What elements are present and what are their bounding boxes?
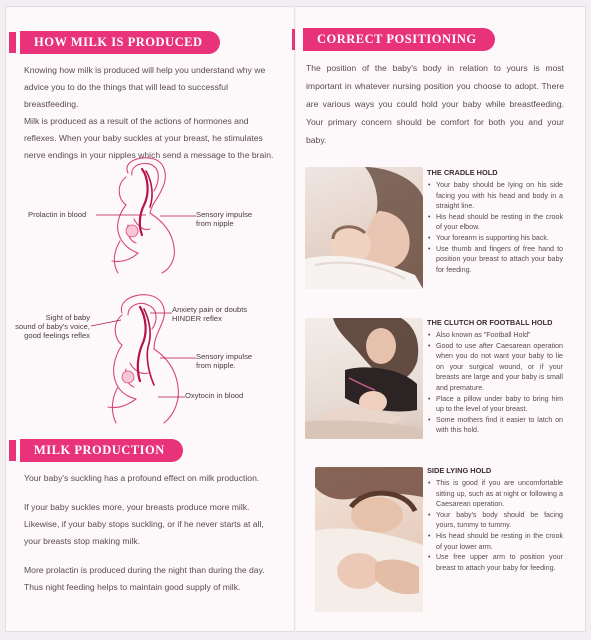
sensory-leader-line: [160, 213, 196, 219]
sight-line-2: sound of baby's voice,: [15, 321, 90, 331]
sensory-line-1: Sensory impulse: [196, 210, 253, 219]
prolactin-label: Prolactin in blood: [28, 210, 87, 219]
anxiety-line-2: HINDER reflex: [172, 313, 222, 323]
list-item: • This is good if you are uncomfortable sitting up, such as at night or following a Caesarean operation.: [427, 478, 563, 510]
header-bar: [9, 32, 16, 53]
sensory-line-2: from nipple: [196, 218, 234, 228]
section-header-milk-produced: [9, 31, 220, 54]
oxytocin-leader-line: [158, 394, 185, 400]
cradle-hold-list: [427, 180, 563, 275]
sensory-2-leader-line: [160, 355, 196, 361]
sensory-2-label: [196, 353, 252, 371]
football-hold-info: [427, 318, 563, 436]
intro-paragraph: Knowing how milk is produced will help you understand why we advice you to do the things that will lead to successful breastfeeding.: [24, 65, 266, 109]
list-item: • Your baby's body should be facing yours, tummy to tummy.: [427, 510, 563, 531]
sight-label: [8, 314, 90, 340]
sensory-2-line-1: Sensory impulse: [196, 352, 253, 361]
sight-line-1: Sight of baby: [45, 313, 90, 322]
side-lying-hold-info: [427, 466, 563, 573]
sight-leader-line: [91, 318, 121, 330]
list-item: • Also known as "Football Hold": [427, 330, 563, 341]
football-hold-list: [427, 330, 563, 436]
section-title: MILK PRODUCTION: [20, 439, 183, 462]
sight-line-3: good feelings reflex: [24, 330, 90, 340]
positioning-intro: The position of the baby's body in relation to yours is most important in whatever nursing position you choose to adopt. There are various ways you could hold your baby while breastfeeding. Your primary concern should be comfort for both you and your baby.: [306, 63, 564, 145]
list-item: • Your baby should be lying on his side facing you with his head and body in a straight line.: [427, 180, 563, 212]
sensory-2-line-2: from nipple.: [196, 360, 236, 370]
list-item: • Use free upper arm to position your breast to attach your baby for feeding.: [427, 552, 563, 573]
side-lying-hold-list: [427, 478, 563, 573]
list-item: • Use thumb and fingers of free hand to position your breast to attach your baby for feeding.: [427, 244, 563, 276]
sensory-label: [196, 211, 252, 229]
milk-production-text: [24, 470, 274, 596]
section-header-milk-production: [9, 439, 183, 462]
list-item: • His head should be resting in the crook of your elbow.: [427, 212, 563, 233]
supply-paragraph: If your baby suckles more, your breasts produce more milk. Likewise, if your baby stops suckling, or if he never starts at all, your breasts stop making milk.: [24, 502, 264, 546]
cradle-hold-info: [427, 168, 563, 275]
section-title: HOW MILK IS PRODUCED: [20, 31, 220, 54]
side-lying-hold-title: SIDE LYING HOLD: [427, 466, 492, 475]
football-hold-photo: [305, 318, 423, 439]
suckling-paragraph: Your baby's suckling has a profound effect on milk production.: [24, 473, 260, 483]
anxiety-leader-line: [150, 310, 172, 316]
list-item: • Place a pillow under baby to bring him up to the level of your breast.: [427, 394, 563, 415]
prolactin-leader-line: [96, 212, 146, 218]
section-header-positioning: [292, 28, 495, 51]
anxiety-line-1: Anxiety pain or doubts: [172, 305, 248, 314]
section-title: CORRECT POSITIONING: [303, 28, 495, 51]
list-item: • Good to use after Caesarean operation when you do not want your baby to lie on your surgical wound, or if your breasts are large and your baby is small and premature.: [427, 341, 563, 394]
header-bar: [9, 440, 16, 461]
header-bar: [292, 29, 295, 50]
night-feeding-paragraph: More prolactin is produced during the night than during the day. Thus night feeding helps to maintain good supply of milk.: [24, 565, 265, 592]
page-fold: [294, 6, 296, 632]
milk-produced-text: [24, 62, 274, 164]
list-item: • Your forearm is supporting his back.: [427, 233, 563, 244]
anxiety-label: [172, 306, 247, 324]
cradle-hold-photo: [305, 167, 423, 289]
cradle-hold-title: THE CRADLE HOLD: [427, 168, 498, 177]
football-hold-title: THE CLUTCH OR FOOTBALL HOLD: [427, 318, 553, 327]
oxytocin-label: Oxytocin in blood: [185, 391, 244, 400]
hormones-paragraph: Milk is produced as a result of the actions of hormones and reflexes. When your baby suckles at your breast, he stimulates nerve endings in your nipples which send a message to the brain.: [24, 116, 274, 160]
list-item: • His head should be resting in the crook of your lower arm.: [427, 531, 563, 552]
side-lying-hold-photo: [315, 467, 423, 612]
list-item: • Some mothers find it easier to latch on with this hold.: [427, 415, 563, 436]
